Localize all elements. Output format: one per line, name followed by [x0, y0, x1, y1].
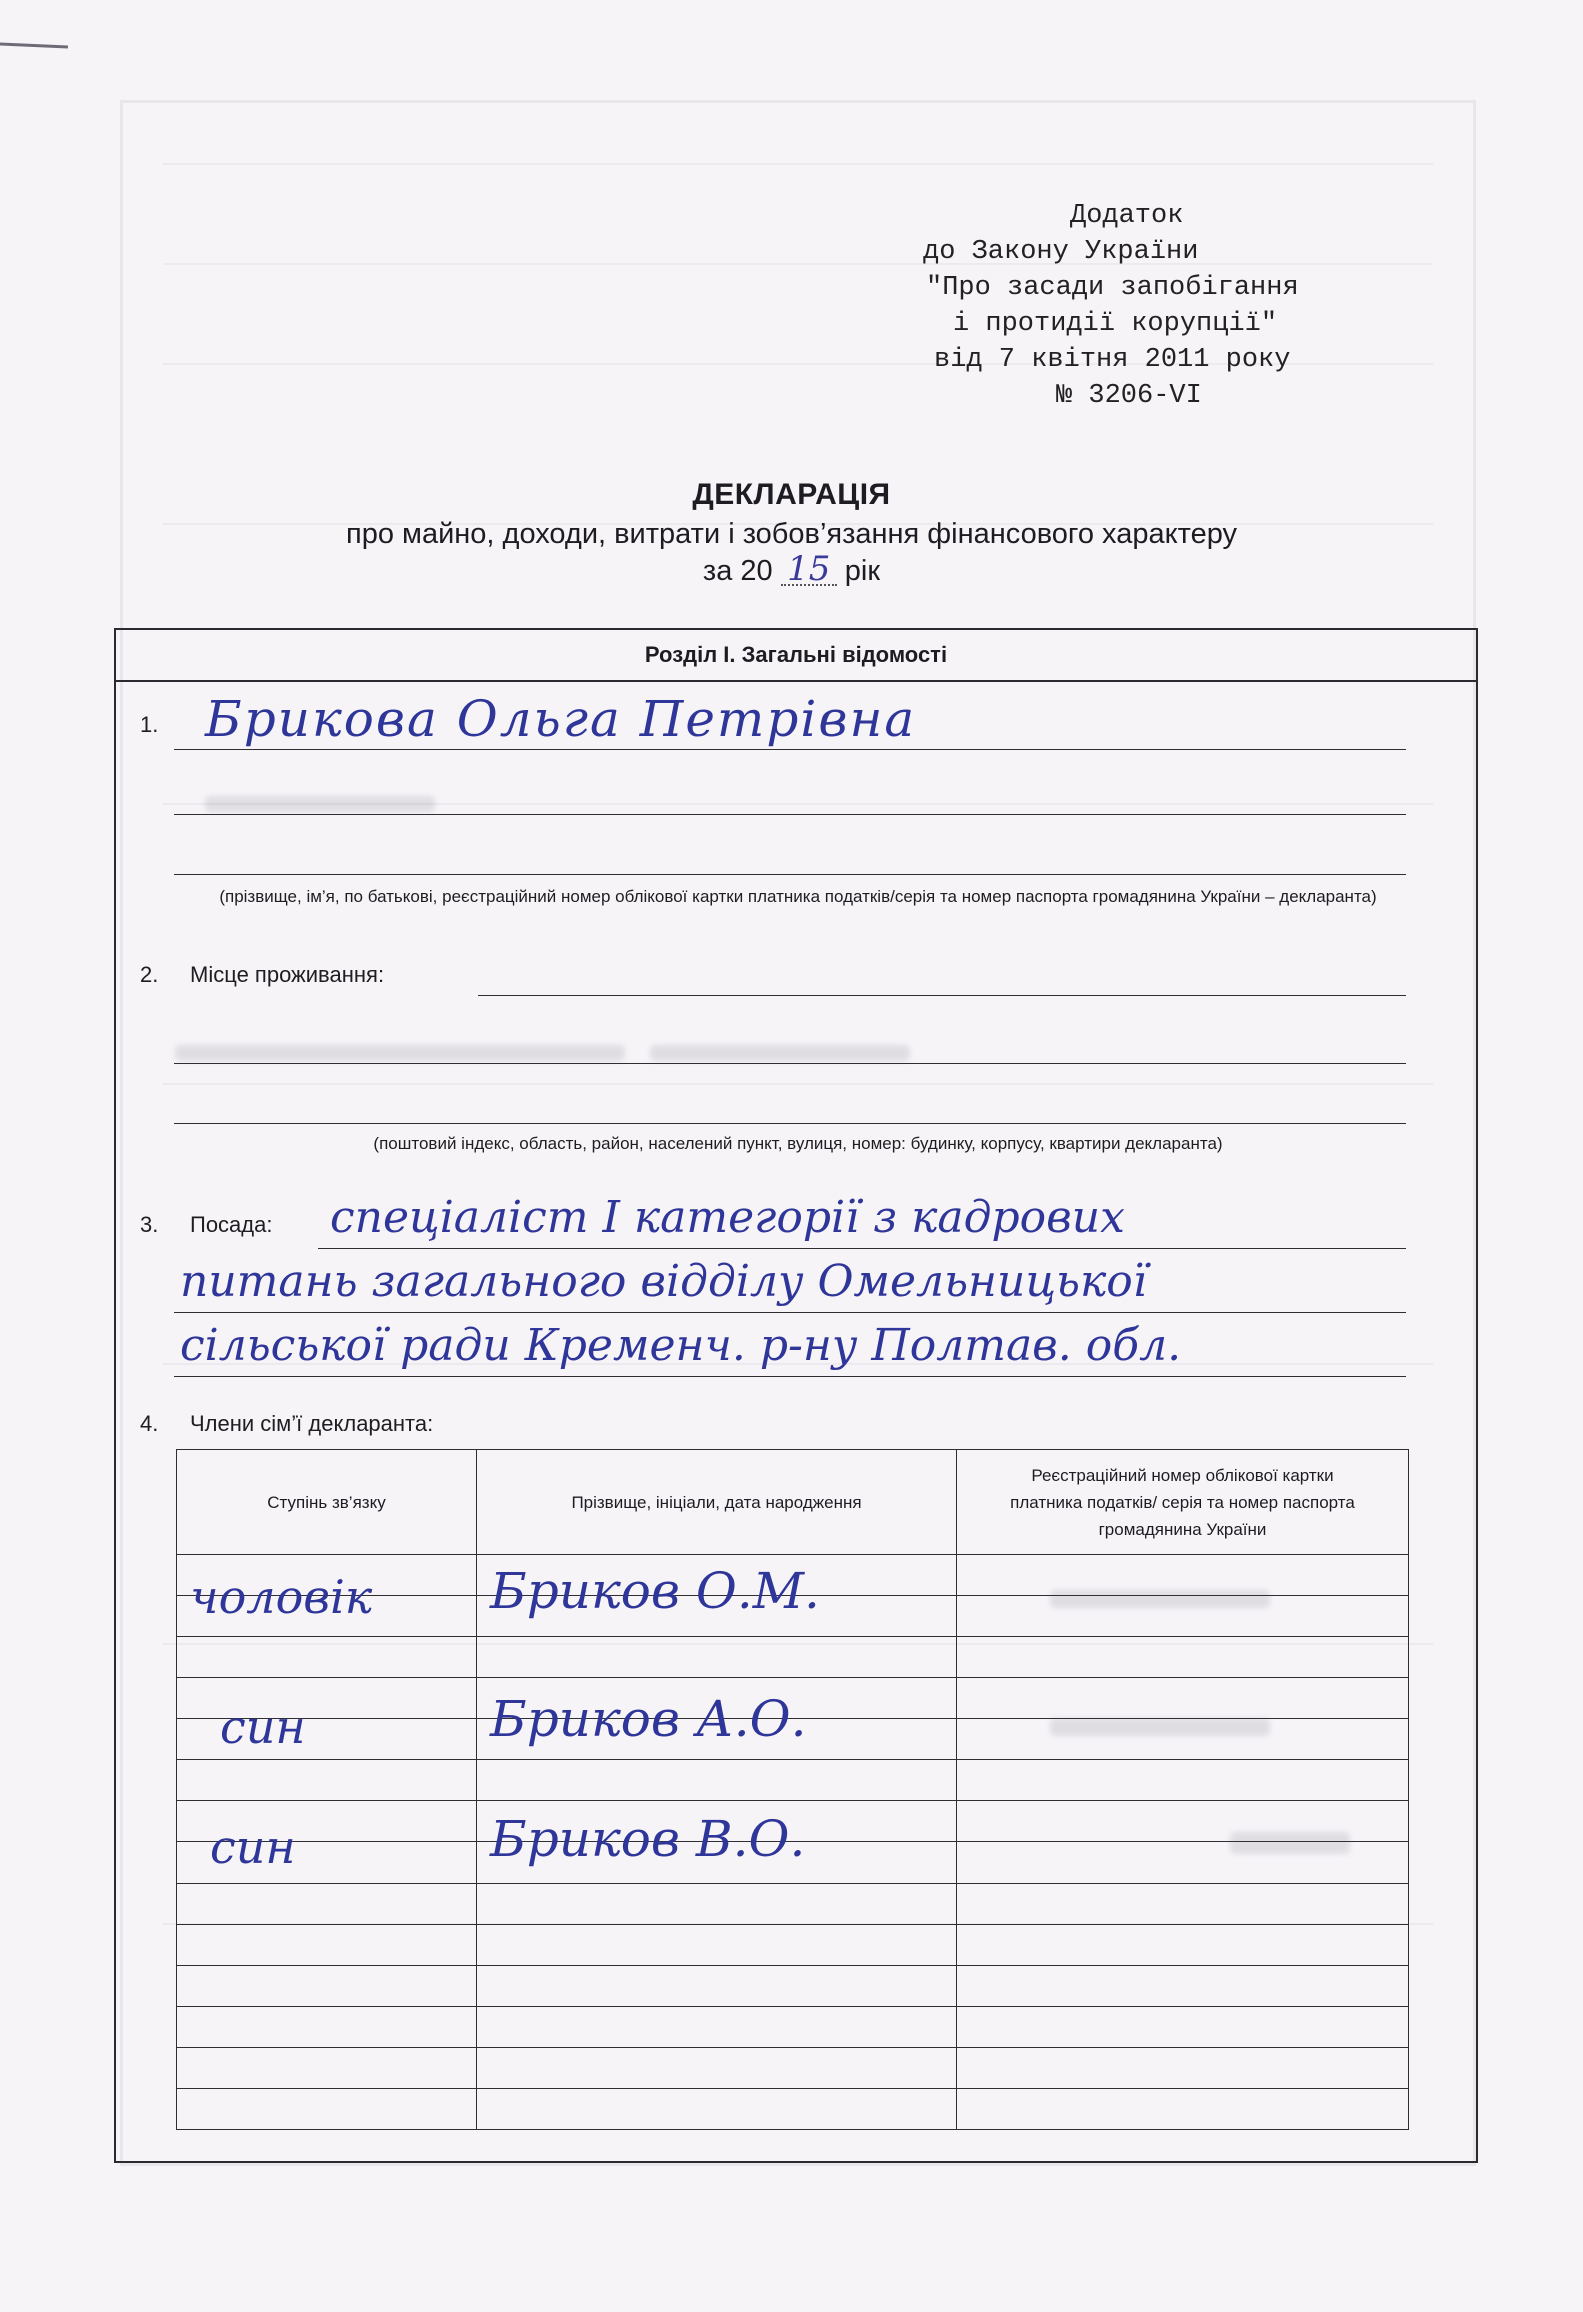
item-2-label: Місце проживання:	[190, 962, 385, 987]
family-relation: чоловік	[190, 1570, 373, 1624]
appendix-line: від 7 квітня 2011 року	[934, 345, 1291, 375]
scan-mark	[0, 43, 68, 49]
family-name: Бриков А.О.	[490, 1690, 807, 1748]
family-name: Бриков В.О.	[490, 1810, 806, 1868]
item-1-line	[174, 749, 1406, 750]
redacted-area	[1230, 1832, 1350, 1854]
redacted-area	[205, 796, 435, 812]
year-suffix: рік	[844, 555, 881, 587]
document-title: ДЕКЛАРАЦІЯ	[692, 478, 891, 511]
item-3-line-3	[174, 1376, 1406, 1377]
item-2-line	[478, 995, 1406, 996]
item-1-caption: (прізвище, ім’я, по батькові, реєстраційний номер облікової картки платника податків/серія та номер паспорта громадянина України – декларанта)	[219, 887, 1377, 906]
item-3-line	[318, 1248, 1406, 1249]
table-row	[177, 1637, 1409, 1678]
redacted-area	[175, 1045, 625, 1061]
family-relation: син	[210, 1820, 296, 1874]
column-header: Ступінь зв’язку	[177, 1450, 477, 1555]
redacted-area	[1050, 1718, 1270, 1736]
item-3-handwritten-line: сільської ради Кременч. р-ну Полтав. обл.	[180, 1320, 1182, 1371]
table-row	[177, 2088, 1409, 2129]
appendix-header	[860, 198, 1583, 414]
item-4-number: 4.	[140, 1411, 159, 1436]
column-header	[957, 1450, 1409, 1555]
item-3-handwritten-line: спеціаліст І категорії з кадрових	[330, 1192, 1125, 1243]
table-row	[177, 1760, 1409, 1801]
family-relation: син	[220, 1700, 306, 1754]
family-members-table	[176, 1449, 1409, 2130]
table-row	[177, 1924, 1409, 1965]
item-3-number: 3.	[140, 1212, 159, 1237]
item-2-caption: (поштовий індекс, область, район, населений пункт, вулиця, номер: будинку, корпусу, квартири декларанта)	[373, 1134, 1223, 1153]
section-header: Розділ І. Загальні відомості	[116, 630, 1476, 682]
year-handwritten: 15	[781, 554, 837, 586]
item-1-line-2	[174, 814, 1406, 815]
item-4-label: Члени сім’ї декларанта:	[190, 1411, 434, 1436]
item-1-handwritten-name: Брикова Ольга Петрівна	[205, 690, 917, 748]
appendix-line: Додаток	[1070, 201, 1184, 231]
document-subtitle: про майно, доходи, витрати і зобов’язання фінансового характеру	[345, 518, 1238, 550]
table-row	[177, 1883, 1409, 1924]
redacted-area	[650, 1045, 910, 1061]
year-prefix: за 20	[702, 555, 773, 587]
appendix-line: до Закону України	[923, 237, 1199, 267]
item-1-number: 1.	[140, 712, 159, 737]
item-3-line-2	[174, 1312, 1406, 1313]
item-2-line-3	[174, 1123, 1406, 1124]
item-2-line-2	[174, 1063, 1406, 1064]
table-row	[177, 2006, 1409, 2047]
table-row	[177, 1965, 1409, 2006]
document-year	[0, 549, 1583, 589]
appendix-line: № 3206-VI	[1056, 381, 1202, 411]
redacted-area	[1050, 1590, 1270, 1608]
family-name: Бриков О.М.	[490, 1562, 820, 1620]
column-header: Прізвище, ініціали, дата народження	[477, 1450, 957, 1555]
column-header-text: Реєстраційний номер облікової картки платника податків/ серія та номер паспорта громадянина України	[1010, 1465, 1355, 1539]
item-3-handwritten-line: питань загального відділу Омельницької	[180, 1256, 1147, 1307]
appendix-line: і протидії корупції"	[953, 309, 1278, 339]
table-row	[177, 2047, 1409, 2088]
item-2-number: 2.	[140, 962, 159, 987]
item-1-line-3	[174, 874, 1406, 875]
appendix-line: "Про засади запобігання	[926, 273, 1299, 303]
item-3-label: Посада:	[190, 1212, 273, 1237]
table-header-row	[177, 1450, 1409, 1555]
